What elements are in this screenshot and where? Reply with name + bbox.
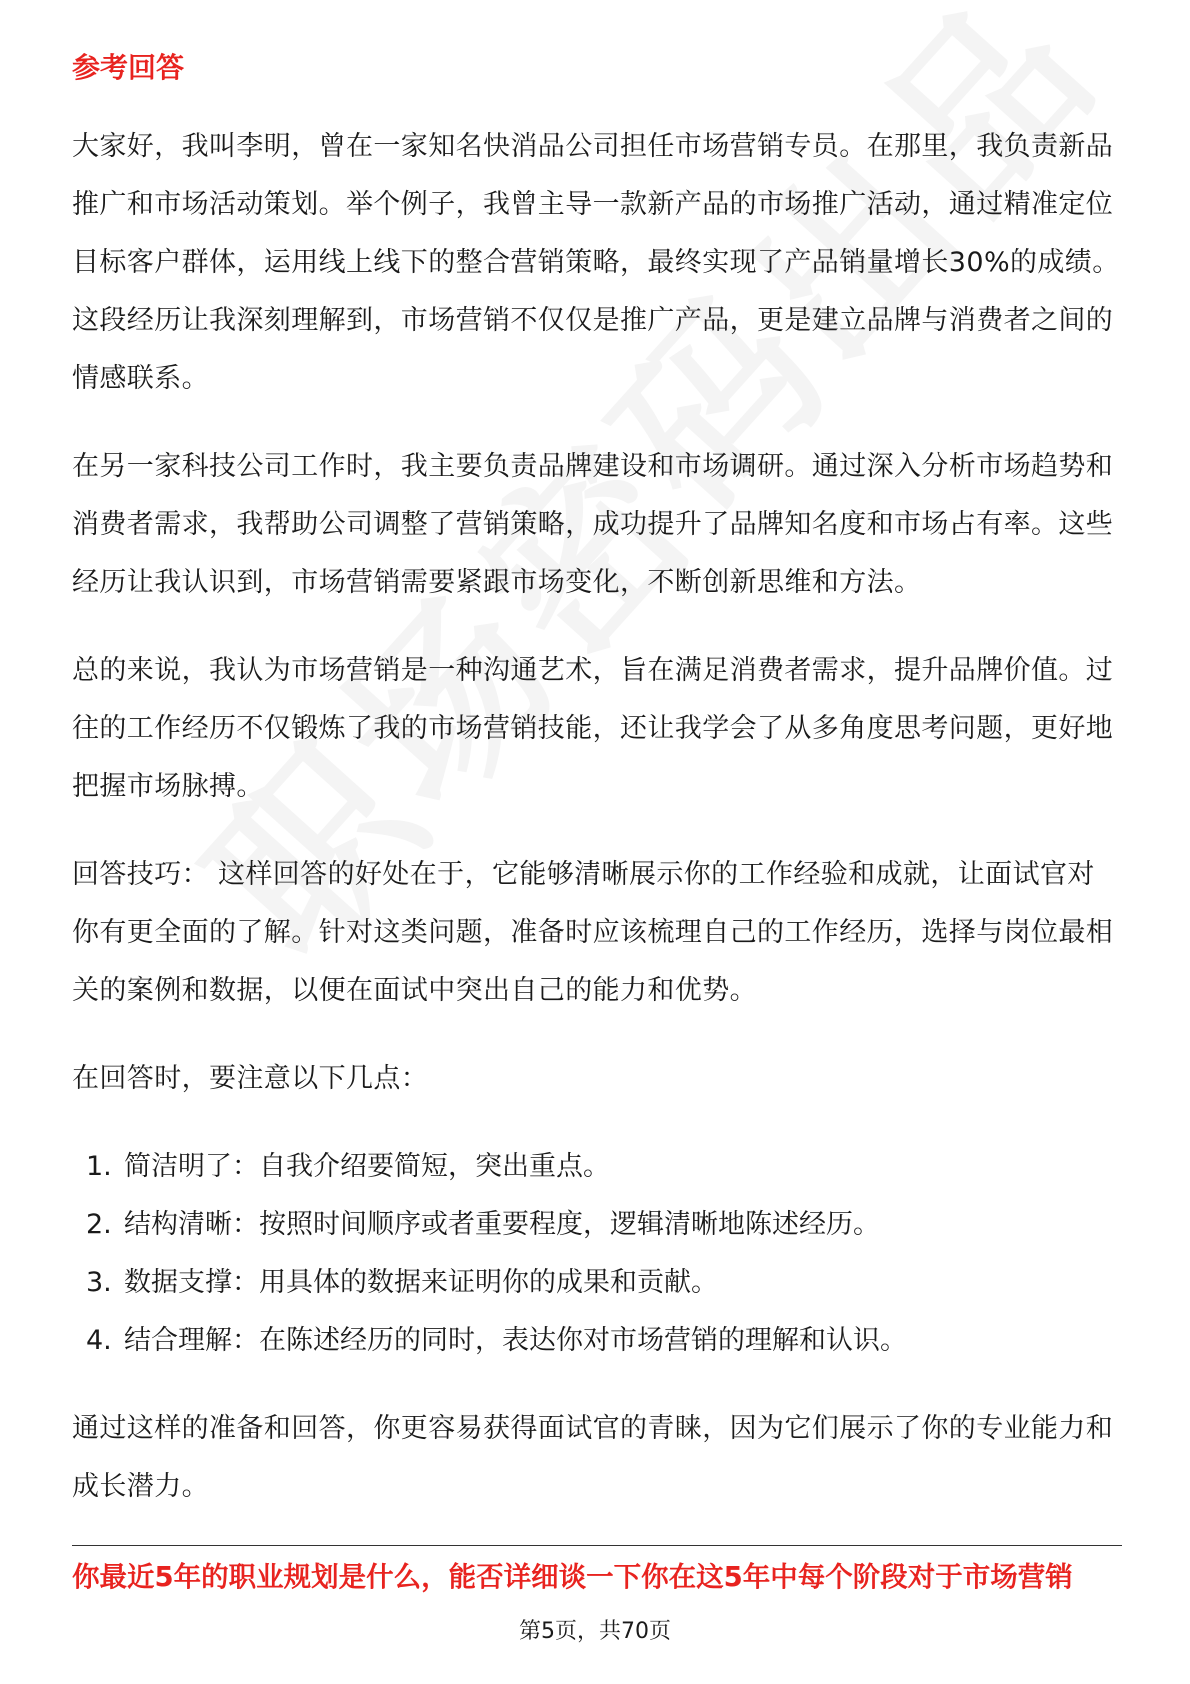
list-item-number: 4. bbox=[86, 1325, 112, 1356]
list-item-number: 3. bbox=[86, 1267, 112, 1298]
closing-paragraph: 通过这样的准备和回答，你更容易获得面试官的青睐，因为它们展示了你的专业能力和成长潜力。 bbox=[72, 1413, 1114, 1502]
list-item bbox=[86, 1196, 1122, 1254]
section-title: 参考回答 bbox=[72, 51, 185, 84]
list-item bbox=[86, 1312, 1122, 1370]
list-item bbox=[86, 1254, 1122, 1312]
divider bbox=[72, 1545, 1122, 1546]
list-item-text: 结构清晰：按照时间顺序或者重要程度，逻辑清晰地陈述经历。 bbox=[124, 1209, 880, 1240]
answer-paragraph-3: 总的来说，我认为市场营销是一种沟通艺术，旨在满足消费者需求，提升品牌价值。过往的工作经历不仅锻炼了我的市场营销技能，还让我学会了从多角度思考问题，更好地把握市场脉搏。 bbox=[72, 655, 1114, 802]
list-item-text: 简洁明了：自我介绍要简短，突出重点。 bbox=[124, 1151, 610, 1182]
answer-paragraph-1: 大家好，我叫李明，曾在一家知名快消品公司担任市场营销专员。在那里，我负责新品推广和市场活动策划。举个例子，我曾主导一款新产品的市场推广活动，通过精准定位目标客户群体，运用线上线下的整合营销策略，最终实现了产品销量增长30%的成绩。这段经历让我深刻理解到，市场营销不仅仅是推广产品，更是建立品牌与消费者之间的情感联系。 bbox=[72, 131, 1120, 394]
page-content bbox=[72, 48, 1122, 1546]
points-list bbox=[72, 1138, 1122, 1370]
list-item-number: 2. bbox=[86, 1209, 112, 1240]
tips-paragraph: 回答技巧： 这样回答的好处在于，它能够清晰展示你的工作经验和成就，让面试官对你有更全面的了解。针对这类问题，准备时应该梳理自己的工作经历，选择与岗位最相关的案例和数据，以便在面试中突出自己的能力和优势。 bbox=[72, 859, 1114, 1006]
list-item-text: 结合理解：在陈述经历的同时，表达你对市场营销的理解和认识。 bbox=[124, 1325, 907, 1356]
list-item-text: 数据支撑：用具体的数据来证明你的成果和贡献。 bbox=[124, 1267, 718, 1298]
points-intro: 在回答时，要注意以下几点： bbox=[72, 1063, 429, 1094]
page-number: 第5页，共70页 bbox=[519, 1619, 671, 1644]
list-item bbox=[86, 1138, 1122, 1196]
next-question-heading: 你最近5年的职业规划是什么，能否详细谈一下你在这5年中每个阶段对于市场营销 bbox=[72, 1561, 1073, 1593]
list-item-number: 1. bbox=[86, 1151, 112, 1182]
answer-paragraph-2: 在另一家科技公司工作时，我主要负责品牌建设和市场调研。通过深入分析市场趋势和消费者需求，我帮助公司调整了营销策略，成功提升了品牌知名度和市场占有率。这些经历让我认识到，市场营销需要紧跟市场变化，不断创新思维和方法。 bbox=[72, 451, 1114, 598]
